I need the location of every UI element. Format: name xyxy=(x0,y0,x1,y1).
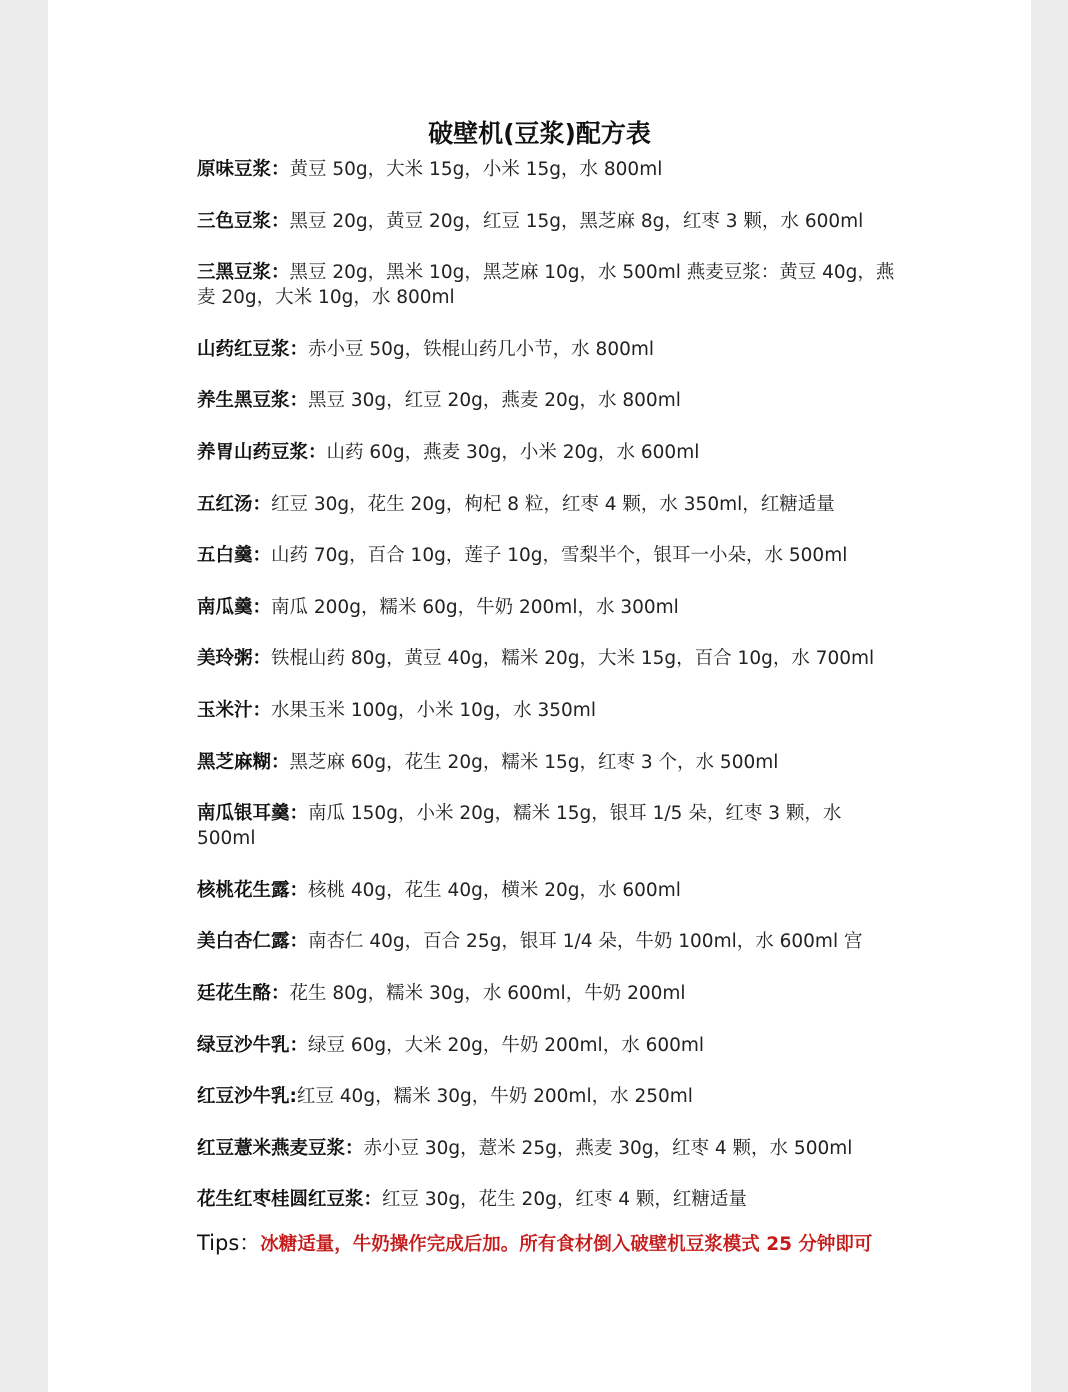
tips-paragraph xyxy=(197,1228,897,1260)
recipe-ingredients: 红豆 40g，糯米 30g，牛奶 200ml，水 250ml xyxy=(296,1086,693,1108)
recipe-item xyxy=(197,1033,897,1058)
recipe-ingredients: 山药 60g，燕麦 30g，小米 20g，水 600ml xyxy=(326,441,700,463)
recipe-item xyxy=(197,698,897,723)
recipe-name: 五红汤： xyxy=(197,493,272,515)
recipe-item xyxy=(197,801,897,851)
recipe-item xyxy=(197,878,897,903)
recipe-ingredients: 花生 80g，糯米 30g，水 600ml，牛奶 200ml xyxy=(289,982,686,1004)
recipe-item xyxy=(197,388,897,413)
recipe-ingredients: 赤小豆 50g，铁棍山药几小节，水 800ml xyxy=(308,338,655,360)
recipe-item xyxy=(197,260,897,310)
recipe-name: 山药红豆浆： xyxy=(197,338,309,360)
recipe-name: 美白杏仁露： xyxy=(197,931,309,953)
recipe-name: 五白羹： xyxy=(197,545,272,567)
recipe-name: 绿豆沙牛乳： xyxy=(197,1034,309,1056)
recipe-item xyxy=(197,440,897,465)
recipe-ingredients: 南杏仁 40g，百合 25g，银耳 1/4 朵，牛奶 100ml，水 600ml 宫 xyxy=(308,931,863,953)
recipe-name: 红豆沙牛乳: xyxy=(197,1086,297,1108)
recipe-item xyxy=(197,1136,897,1161)
recipe-item xyxy=(197,595,897,620)
recipe-ingredients: 黑芝麻 60g，花生 20g，糯米 15g，红枣 3 个，水 500ml xyxy=(289,751,779,773)
recipe-name: 花生红枣桂圆红豆浆： xyxy=(197,1189,383,1211)
recipe-item xyxy=(197,1187,897,1212)
document-page xyxy=(48,0,1031,1392)
tips-text: 冰糖适量，牛奶操作完成后加。所有食材倒入破壁机豆浆模式 25 分钟即可 xyxy=(260,1234,873,1255)
tips-label: Tips： xyxy=(197,1231,261,1255)
recipe-item xyxy=(197,337,897,362)
recipe-item xyxy=(197,981,897,1006)
recipe-name: 美玲粥： xyxy=(197,648,272,670)
recipe-item xyxy=(197,1084,897,1109)
recipe-ingredients: 南瓜 200g，糯米 60g，牛奶 200ml，水 300ml xyxy=(271,596,679,618)
recipe-ingredients: 核桃 40g，花生 40g，横米 20g，水 600ml xyxy=(308,879,681,901)
recipe-ingredients: 红豆 30g，花生 20g，枸杞 8 粒，红枣 4 颗，水 350ml，红糖适量 xyxy=(271,493,835,515)
recipe-name: 三黑豆浆： xyxy=(197,262,290,284)
recipe-ingredients: 水果玉米 100g，小米 10g，水 350ml xyxy=(271,699,596,721)
recipe-ingredients: 铁棍山药 80g，黄豆 40g，糯米 20g，大米 15g，百合 10g，水 700ml xyxy=(271,648,875,670)
recipe-name: 玉米汁： xyxy=(197,699,272,721)
recipe-name: 廷花生酪： xyxy=(197,982,290,1004)
recipe-ingredients: 黄豆 50g，大米 15g，小米 15g，水 800ml xyxy=(289,159,663,180)
recipe-name: 养胃山药豆浆： xyxy=(197,441,327,463)
recipe-list xyxy=(197,157,897,1239)
recipe-name: 南瓜羹： xyxy=(197,596,272,618)
recipe-ingredients: 红豆 30g，花生 20g，红枣 4 颗，红糖适量 xyxy=(382,1189,747,1211)
recipe-item xyxy=(197,492,897,517)
recipe-item xyxy=(197,646,897,671)
recipe-name: 原味豆浆： xyxy=(197,159,290,180)
recipe-item xyxy=(197,543,897,568)
recipe-name: 黑芝麻糊： xyxy=(197,751,290,773)
recipe-ingredients: 赤小豆 30g，薏米 25g，燕麦 30g，红枣 4 颗，水 500ml xyxy=(363,1137,853,1159)
recipe-name: 核桃花生露： xyxy=(197,879,309,901)
recipe-name: 红豆薏米燕麦豆浆： xyxy=(197,1137,364,1159)
recipe-ingredients: 绿豆 60g，大米 20g，牛奶 200ml，水 600ml xyxy=(308,1034,705,1056)
recipe-item xyxy=(197,209,897,234)
recipe-name: 三色豆浆： xyxy=(197,210,290,232)
recipe-item xyxy=(197,750,897,775)
recipe-name: 养生黑豆浆： xyxy=(197,390,309,412)
recipe-name: 南瓜银耳羹： xyxy=(197,803,309,825)
document-title: 破壁机(豆浆)配方表 xyxy=(428,119,651,148)
recipe-ingredients: 南瓜 150g，小米 20g，糯米 15g，银耳 1/5 朵，红枣 3 颗，水 500ml xyxy=(197,803,842,850)
recipe-item xyxy=(197,929,897,954)
recipe-item xyxy=(197,157,897,182)
recipe-ingredients: 黑豆 30g，红豆 20g，燕麦 20g，水 800ml xyxy=(308,390,681,412)
recipe-ingredients: 黑豆 20g，黑米 10g，黑芝麻 10g，水 500ml 燕麦豆浆：黄豆 40g，燕麦 20g，大米 10g，水 800ml xyxy=(197,262,895,309)
recipe-ingredients: 山药 70g，百合 10g，莲子 10g，雪梨半个，银耳一小朵，水 500ml xyxy=(271,545,848,567)
recipe-ingredients: 黑豆 20g，黄豆 20g，红豆 15g，黑芝麻 8g，红枣 3 颗，水 600ml xyxy=(289,210,864,232)
